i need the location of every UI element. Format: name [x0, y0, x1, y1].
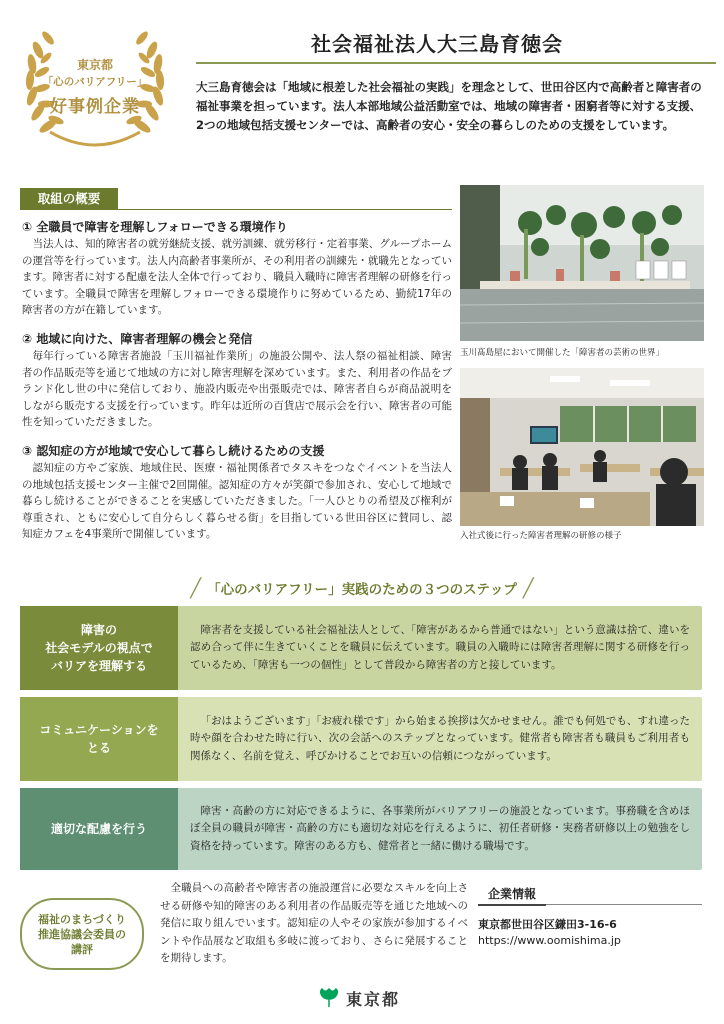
steps-title-text: 「心のバリアフリー」実践のための３つのステップ [207, 582, 517, 598]
overview-item-body: 毎年行っている障害者施設「玉川福祉作業所」の施設公開や、法人祭の福祉相談、障害者の作品販売等を通じて地域の方に対し障害理解を深めています。また、利用者の作品をブランド化し世の中に発信しており、施設内販売や出張販売では、障害者自らが商品説明をしながら販売する支援を行っています。昨年は近所の百貨店で展示会を行い、障害者の可能性を知っていただきました。 [22, 350, 452, 429]
step-description-text: 障害・高齢の方に対応できるように、各事業所がバリアフリーの施設となっています。事務職を含めほぼ全員の職員が障害・高齢の方にも適切な対応を行えるように、初任者研修・実務者研修以上の勉強をし資格を持っています。障害のある方も、健常者と一緒に働ける職場です。 [190, 804, 690, 852]
step-label [20, 788, 178, 870]
step-label [20, 697, 178, 781]
ginkgo-leaf-icon [318, 987, 340, 1009]
training-photo [460, 368, 704, 526]
step-description [190, 606, 690, 690]
photo-caption: 入社式後に行った障害者理解の研修の様子 [460, 531, 622, 541]
tokyo-logo [318, 984, 438, 1012]
review-badge [20, 898, 144, 970]
step-label-text: コミュニケーションを とる [39, 723, 159, 755]
step-label [20, 606, 178, 690]
step-card [20, 788, 702, 870]
badge-line2: 「心のバリアフリー」 [42, 76, 148, 88]
overview-heading: 取組の概要 [20, 188, 118, 210]
badge-line3: 好事例企業 [50, 97, 140, 117]
review-badge-text: 福祉のまちづくり 推進協議会委員の 講評 [38, 912, 126, 956]
overview-item-heading: ③ 認知症の方が地域で安心して暮らし続けるための支援 [22, 444, 325, 458]
corporate-url[interactable]: https://www.oomishima.jp [478, 934, 621, 947]
overview-item-body: 認知症の方やご家族、地域住民、医療・福祉関係者でタスキをつなぐイベントを当法人の地域包括支援センター主催で2回開催。認知症の方々が笑顔で参加され、安心して地域で暮らし続けることができることを実感していただきました。「一人ひとりの希望及び権利が尊重され、ともに安心して自分らしく暮らせる街」を目指している世田谷区に賛同し、認知症カフェを4事業所で開催しています。 [22, 462, 452, 541]
step-card [20, 697, 702, 781]
step-description [190, 788, 690, 870]
slash-decoration: ╱ [190, 578, 202, 599]
exhibition-photo [460, 185, 704, 341]
step-description-text: 「おはようございます」「お疲れ様です」から始まる挨拶は欠かせません。誰でも何処でも、すれ違った時や顔を合わせた時に行い、次の会話へのステップとなっています。健常者も障害者も職員もご利用者も関係なく、名前を覚え、呼びかけることでお互いの信頼につながっています。 [190, 714, 690, 762]
title-divider [196, 62, 716, 64]
step-label-text: 適切な配慮を行う [50, 822, 147, 836]
photo-caption: 玉川髙島屋において開催した「障害者の芸術の世界」 [460, 348, 665, 358]
step-description-text: 障害者を支援している社会福祉法人として、「障害があるから普通ではない」という意識は捨て、違いを認め合って伴に生きていくことを職員に伝えています。職員の入職時には障害者理解に関する研修を行っているため、「障害も一つの個性」として普段から障害者の方と接しています。 [190, 623, 690, 671]
overview-divider [20, 209, 452, 210]
step-description [190, 697, 690, 781]
tokyo-logo-text: 東京都 [346, 989, 401, 1009]
steps-title [150, 578, 574, 599]
overview-item-body: 当法人は、知的障害者の就労継続支援、就労訓練、就労移行・定着事業、グループホームの運営等を行っています。法人内高齢者事業所が、その利用者の訓練先・就職先となっています。障害者に対する配慮を法人全体で行っており、職員入職時に障害者理解の研修を行っています。全職員で障害を理解しフォローできる環境作りに努めているため、勤続17年の障害者の方が在籍しています。 [22, 238, 452, 317]
corporate-info-divider [546, 904, 702, 905]
badge-line1: 東京都 [76, 58, 113, 72]
review-text: 全職員への高齢者や障害者の施設運営に必要なスキルを向上させる研修や知的障害のある利用者の作品販売等を通じた地域への発信に取り組んでいます。認知症の人やその家族が参加するイベントや作品展など取組も多岐に渡っており、さらに発展することを期待します。 [160, 882, 468, 964]
slash-decoration: ╱ [522, 578, 534, 599]
corporate-address: 東京都世田谷区鎌田3-16-6 [478, 918, 617, 931]
corporate-info-heading: 企業情報 [478, 884, 546, 906]
overview-item-heading: ② 地域に向けた、障害者理解の機会と発信 [22, 332, 253, 346]
intro-paragraph: 大三島育徳会は「地域に根差した社会福祉の実践」を理念として、世田谷区内で高齢者と障害者の福祉事業を担っています。法人本部地域公益活動室では、地域の障害者・困窮者等に対する支援、2つの地域包括支援センターでは、高齢者の安心・安全の暮らしのための支援をしています。 [196, 80, 702, 132]
step-card [20, 606, 702, 690]
page-title: 社会福祉法人大三島育徳会 [311, 32, 563, 56]
overview-item-heading: ① 全職員で障害を理解しフォローできる環境作り [22, 220, 288, 234]
step-label-text: 障害の 社会モデルの視点で バリアを理解する [45, 623, 153, 673]
